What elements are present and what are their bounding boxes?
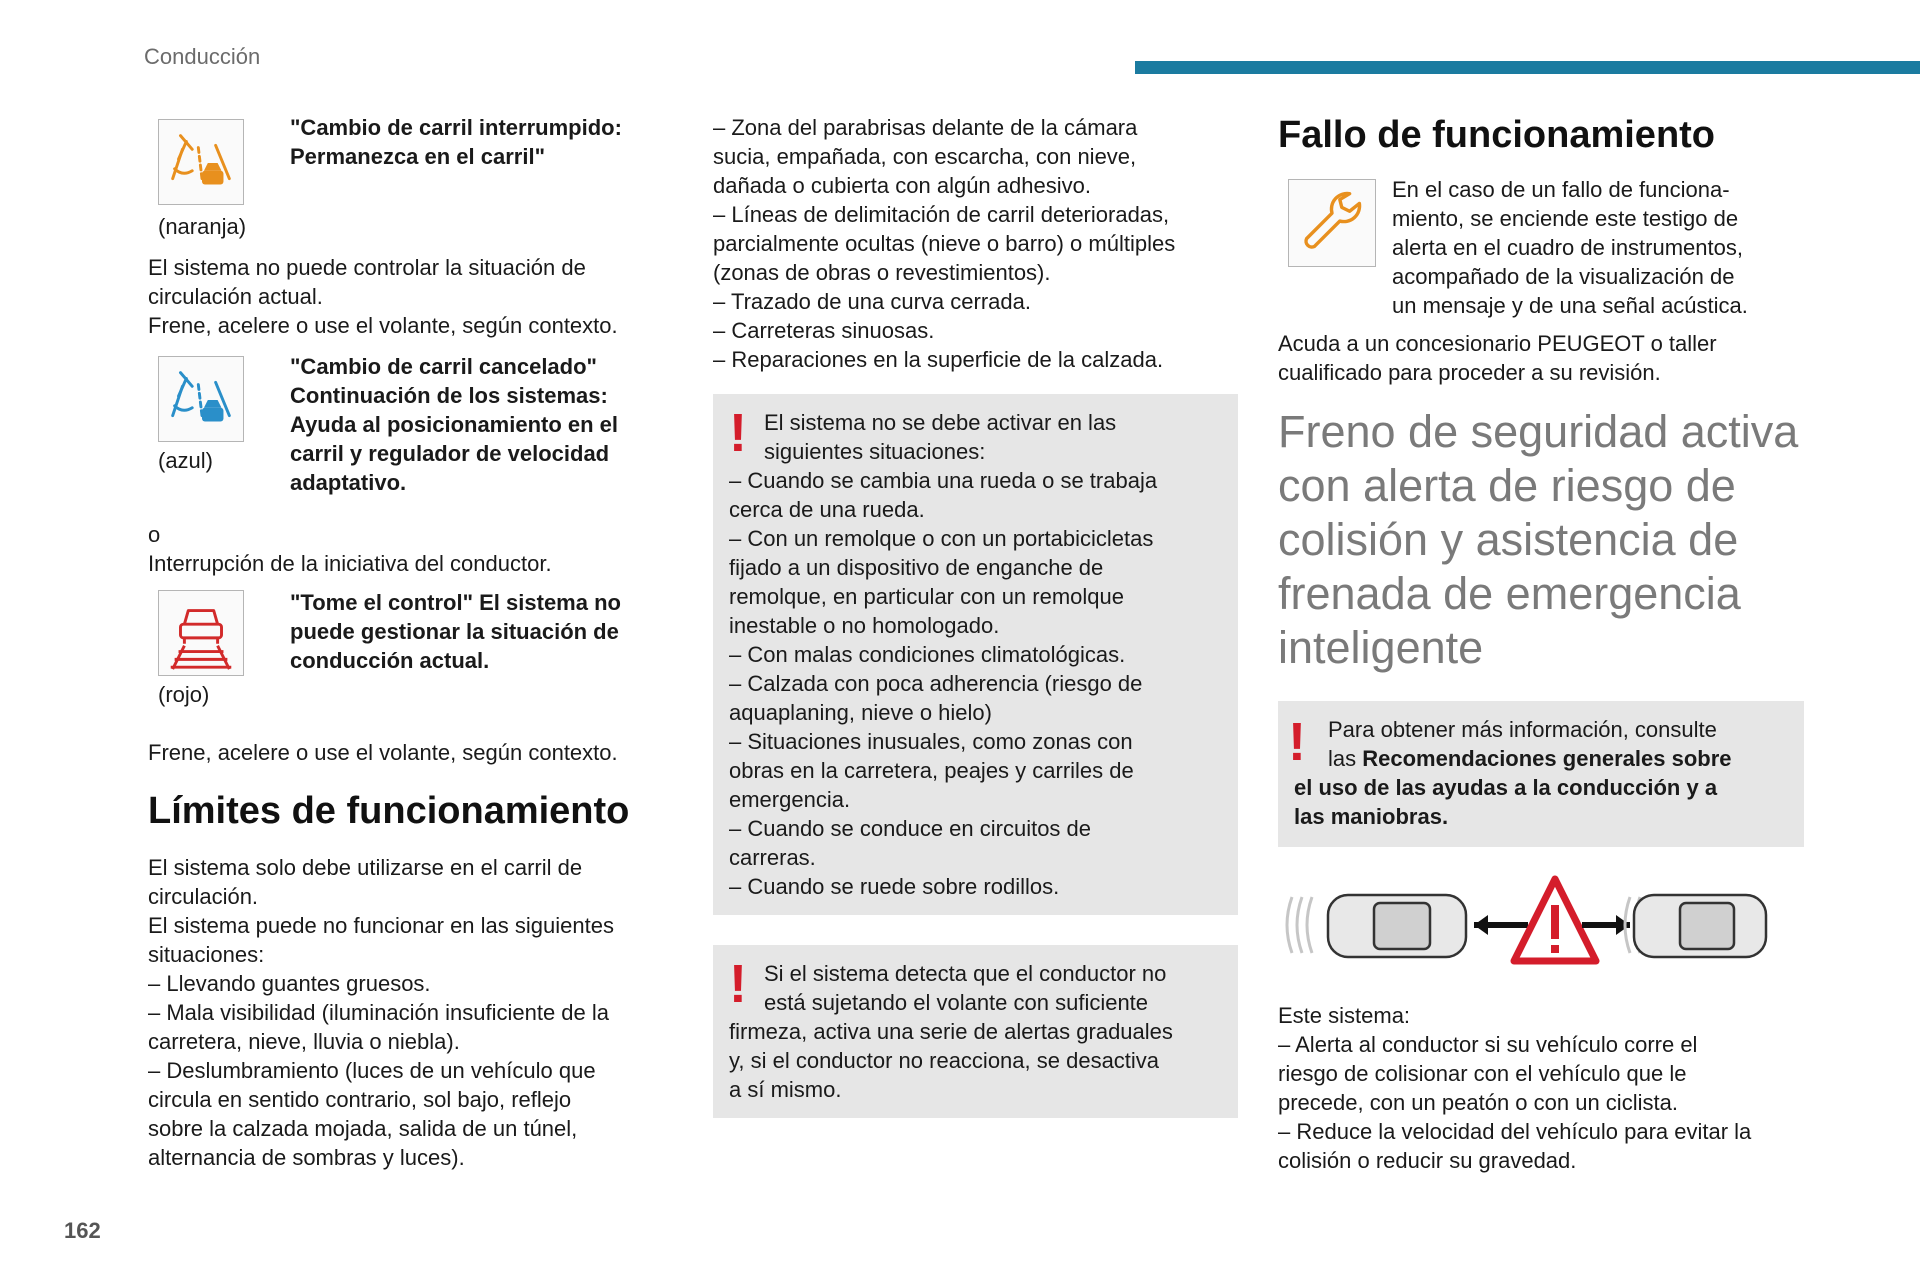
text-line: – Deslumbramiento (luces de un vehículo que	[148, 1058, 596, 1083]
text-line: riesgo de colisionar con el vehículo que le	[1278, 1061, 1687, 1086]
lane-change-cancelled-icon	[158, 356, 244, 442]
text-line: aquaplaning, nieve o hielo)	[729, 700, 992, 725]
status-title-orange-line1: "Cambio de carril interrumpido:	[290, 115, 622, 140]
text-line: Acuda a un concesionario PEUGEOT o taller	[1278, 331, 1717, 356]
wrench-icon	[1288, 179, 1376, 267]
text-line: (zonas de obras o revestimientos).	[713, 260, 1051, 285]
text-line: firmeza, activa una serie de alertas graduales	[729, 1019, 1173, 1044]
take-control-icon	[158, 590, 244, 676]
text-line: y, si el conductor no reacciona, se desactiva	[729, 1048, 1160, 1073]
page-number: 162	[64, 1218, 101, 1243]
header-accent-bar	[1135, 61, 1920, 74]
text-line: carretera, nieve, lluvia o niebla).	[148, 1029, 460, 1054]
status-item-blue	[148, 352, 678, 512]
link-text: las maniobras.	[1294, 804, 1449, 829]
text-line: precede, con un peatón o con un ciclista.	[1278, 1090, 1678, 1115]
text-line: miento, se enciende este testigo de	[1392, 206, 1739, 231]
text-line: cerca de una rueda.	[729, 497, 925, 522]
text-line: fijado a un dispositivo de enganche de	[729, 555, 1104, 580]
fault-block	[1278, 175, 1808, 325]
text-line: circulación actual.	[148, 284, 323, 309]
link-text: Recomendaciones generales sobre	[1362, 746, 1732, 771]
text-line: Interrupción de la iniciativa del conductor.	[148, 551, 552, 576]
text-line: – Cuando se conduce en circuitos de	[729, 816, 1092, 841]
status-title-red	[290, 588, 678, 675]
text-line: inestable o no homologado.	[729, 613, 1000, 638]
status-title-red-line: conducción actual.	[290, 648, 490, 673]
text-line: emergencia.	[729, 787, 851, 812]
system-description	[1278, 1001, 1808, 1175]
section-title: Conducción	[144, 44, 261, 69]
text-line: circula en sentido contrario, sol bajo, reflejo	[148, 1087, 572, 1112]
text-line: – Reparaciones en la superficie de la calzada.	[713, 347, 1164, 372]
text-line: El sistema puede no funcionar en las siguientes	[148, 913, 614, 938]
text-line: – Llevando guantes gruesos.	[148, 971, 431, 996]
title-line: inteligente	[1278, 622, 1484, 673]
text-line: – Cuando se ruede sobre rodillos.	[729, 874, 1060, 899]
text-line: – Trazado de una curva cerrada.	[713, 289, 1031, 314]
text-line: remolque, en particular con un remolque	[729, 584, 1125, 609]
text-line: Frene, acelere o use el volante, según contexto.	[148, 313, 618, 338]
text-line: Frene, acelere o use el volante, según contexto.	[148, 740, 618, 765]
text-line: – Alerta al conductor si su vehículo corre el	[1278, 1032, 1698, 1057]
column-left	[148, 113, 678, 1172]
fault-text	[1392, 175, 1808, 320]
status-title-orange	[290, 113, 678, 171]
warning-triangle-icon	[1514, 879, 1596, 961]
title-line: Freno de seguridad activa	[1278, 406, 1799, 457]
limits-list	[148, 853, 678, 1172]
text-line	[1294, 744, 1788, 773]
front-car-icon	[1634, 895, 1766, 957]
text-span: las	[1328, 746, 1363, 771]
text-line: Si el sistema detecta que el conductor no	[764, 961, 1167, 986]
dealer-paragraph	[1278, 329, 1808, 387]
text-line: parcialmente ocultas (nieve o barro) o múltiples	[713, 231, 1176, 256]
status-title-red-line: "Tome el control" El sistema no	[290, 590, 621, 615]
column-middle	[713, 113, 1238, 1118]
text-line: alerta en el cuadro de instrumentos,	[1392, 235, 1743, 260]
column-right	[1278, 113, 1808, 1175]
status-title-blue-line: carril y regulador de velocidad	[290, 441, 610, 466]
text-line: – Con malas condiciones climatológicas.	[729, 642, 1126, 667]
warning-icon: !	[1288, 712, 1306, 772]
status-title-blue-line: "Cambio de carril cancelado"	[290, 354, 597, 379]
warning-box-activation	[713, 394, 1238, 915]
text-line: – Calzada con poca adherencia (riesgo de	[729, 671, 1143, 696]
paragraph-context-1	[148, 253, 678, 340]
text-line: obras en la carretera, peajes y carriles de	[729, 758, 1134, 783]
text-line: dañada o cubierta con algún adhesivo.	[713, 173, 1091, 198]
warning-box-steering	[713, 945, 1238, 1118]
text-line: Este sistema:	[1278, 1003, 1411, 1028]
text-line: El sistema no se debe activar en las	[764, 410, 1117, 435]
status-title-red-line: puede gestionar la situación de	[290, 619, 619, 644]
text-line: – Carreteras sinuosas.	[713, 318, 935, 343]
text-line: a sí mismo.	[729, 1077, 842, 1102]
text-line: siguientes situaciones:	[764, 439, 986, 464]
text-line: un mensaje y de una señal acústica.	[1392, 293, 1748, 318]
title-line: frenada de emergencia	[1278, 568, 1741, 619]
text-line: – Cuando se cambia una rueda o se trabaja	[729, 468, 1158, 493]
paragraph-interruption	[148, 520, 678, 578]
text-line: sucia, empañada, con escarcha, con nieve,	[713, 144, 1137, 169]
text-line: circulación.	[148, 884, 259, 909]
status-title-blue-line: adaptativo.	[290, 470, 407, 495]
text-line: Para obtener más información, consulte	[1328, 717, 1717, 742]
text-line: – Zona del parabrisas delante de la cámara	[713, 115, 1138, 140]
text-line: cualificado para proceder a su revisión.	[1278, 360, 1661, 385]
icon-caption-red: (rojo)	[158, 682, 210, 707]
status-title-orange-line2: Permanezca en el carril"	[290, 144, 546, 169]
text-line: sobre la calzada mojada, salida de un túnel,	[148, 1116, 578, 1141]
text-line: colisión o reducir su gravedad.	[1278, 1148, 1577, 1173]
collision-illustration	[1278, 875, 1772, 975]
text-line: – Reduce la velocidad del vehículo para evitar la	[1278, 1119, 1752, 1144]
status-title-blue-line: Continuación de los sistemas:	[290, 383, 608, 408]
text-line: carreras.	[729, 845, 816, 870]
section-title-aeb	[1278, 405, 1808, 675]
text-line: – Líneas de delimitación de carril deterioradas,	[713, 202, 1170, 227]
info-box-recommendations	[1278, 701, 1804, 847]
paragraph-context-2	[148, 738, 678, 767]
rear-car-icon	[1328, 895, 1466, 957]
heading-fault: Fallo de funcionamiento	[1278, 114, 1716, 156]
status-item-red	[148, 588, 678, 714]
title-line: colisión y asistencia de	[1278, 514, 1739, 565]
text-line: En el caso de un fallo de funciona-	[1392, 177, 1730, 202]
text-line: o	[148, 522, 161, 547]
text-line: acompañado de la visualización de	[1392, 264, 1735, 289]
lane-change-interrupted-icon	[158, 119, 244, 205]
text-line: El sistema solo debe utilizarse en el carril de	[148, 855, 583, 880]
text-line: – Con un remolque o con un portabicicletas	[729, 526, 1154, 551]
text-line: – Situaciones inusuales, como zonas con	[729, 729, 1133, 754]
status-item-orange	[148, 113, 678, 243]
heading-limits: Límites de funcionamiento	[148, 790, 630, 832]
warning-icon: !	[729, 954, 747, 1014]
text-line: situaciones:	[148, 942, 265, 967]
warning-icon: !	[729, 403, 747, 463]
text-line: está sujetando el volante con suficiente	[764, 990, 1149, 1015]
limits-list-continued	[713, 113, 1238, 374]
status-title-blue-line: Ayuda al posicionamiento en el	[290, 412, 619, 437]
icon-caption-orange: (naranja)	[158, 214, 247, 239]
text-line: El sistema no puede controlar la situación de	[148, 255, 586, 280]
text-line: – Mala visibilidad (iluminación insuficiente de la	[148, 1000, 610, 1025]
title-line: con alerta de riesgo de	[1278, 460, 1736, 511]
icon-caption-blue: (azul)	[158, 448, 214, 473]
status-title-blue	[290, 352, 678, 497]
text-line: alternancia de sombras y luces).	[148, 1145, 465, 1170]
link-text: el uso de las ayudas a la conducción y a	[1294, 775, 1718, 800]
